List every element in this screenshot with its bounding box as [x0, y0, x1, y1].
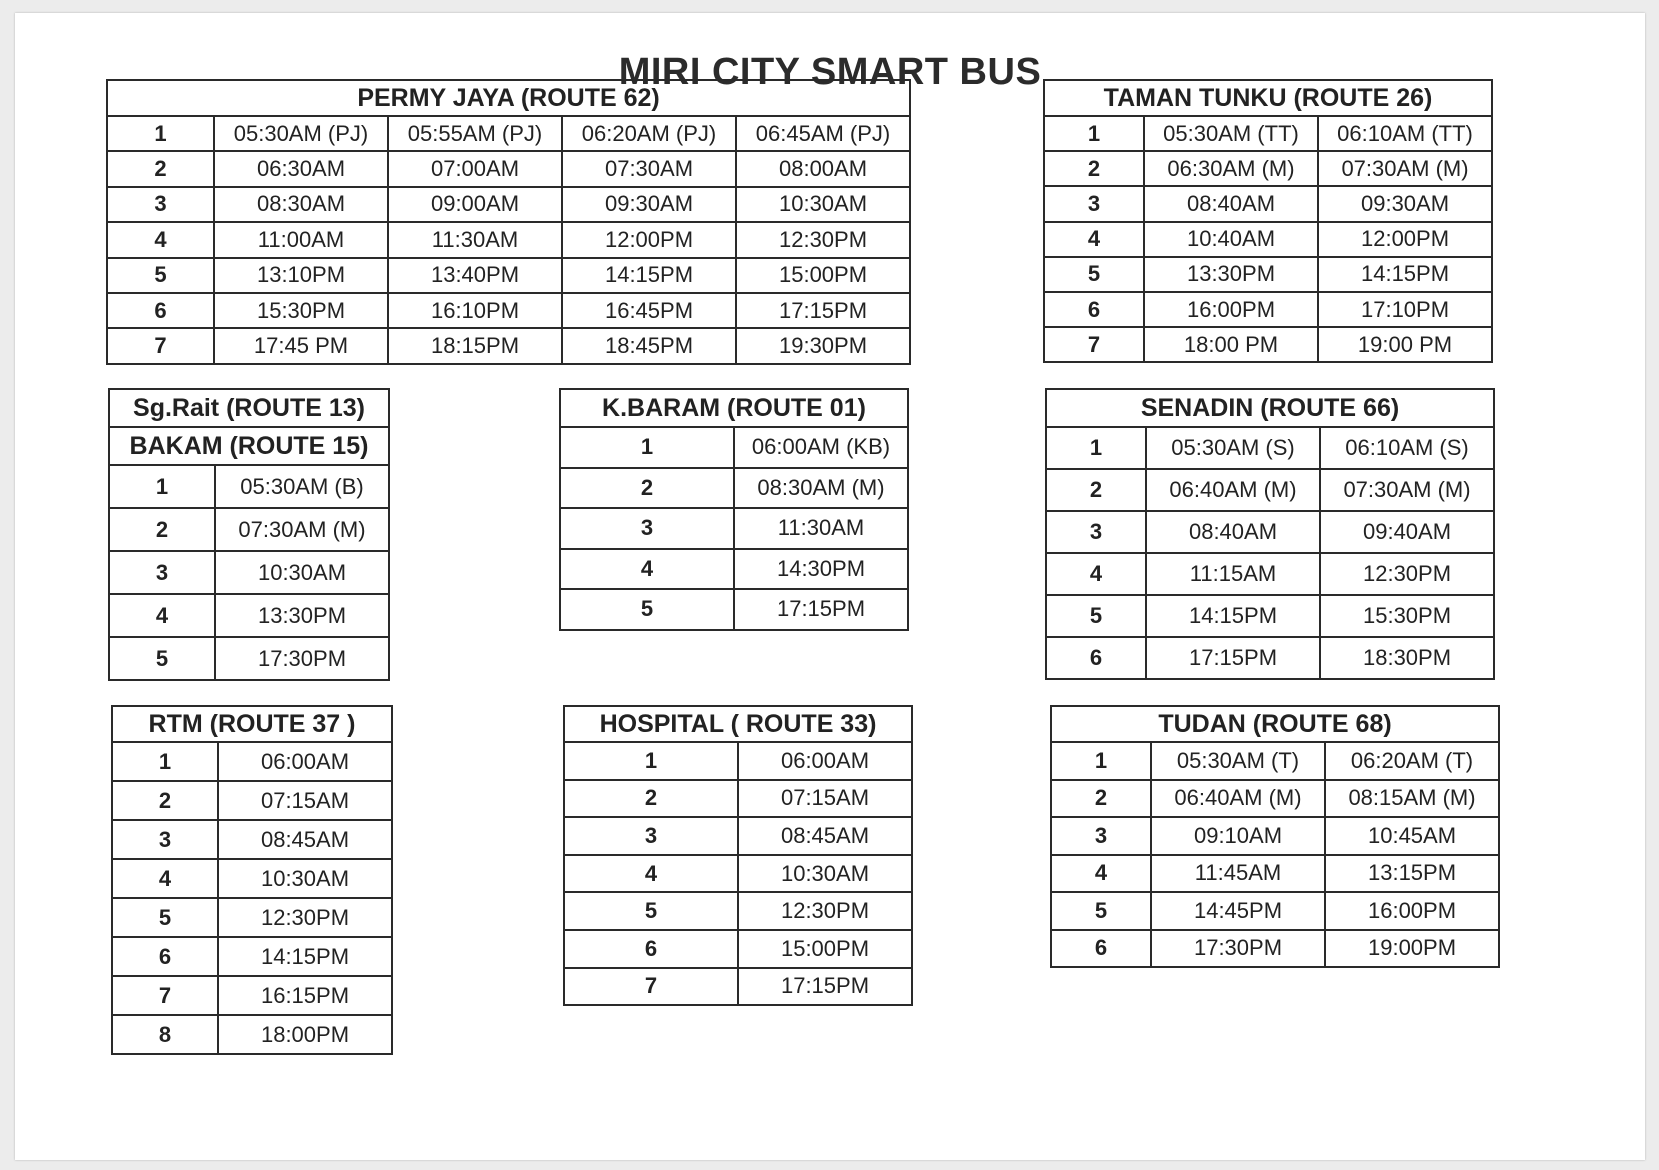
route-table-rtm — [111, 705, 393, 1055]
departure-time: 06:20AM (T) — [1325, 742, 1499, 780]
trip-number: 2 — [112, 781, 218, 820]
departure-time: 14:15PM — [218, 937, 392, 976]
departure-time: 12:00PM — [562, 222, 736, 257]
trip-number: 2 — [1044, 151, 1144, 186]
departure-time: 07:30AM (M) — [1318, 151, 1492, 186]
table-row — [564, 892, 912, 930]
trip-number: 5 — [560, 589, 734, 630]
departure-time: 11:15AM — [1146, 553, 1320, 595]
departure-time: 07:15AM — [738, 780, 912, 818]
departure-time: 08:40AM — [1146, 511, 1320, 553]
trip-number: 2 — [109, 508, 215, 551]
departure-time: 09:00AM — [388, 187, 562, 222]
trip-number: 5 — [1051, 892, 1151, 930]
departure-time: 08:45AM — [218, 820, 392, 859]
trip-number: 6 — [1051, 930, 1151, 968]
departure-time: 07:30AM (M) — [215, 508, 389, 551]
departure-time: 17:30PM — [215, 637, 389, 680]
table-row — [107, 151, 910, 186]
route-table-sg-rait-bakam — [108, 388, 390, 681]
route-title: Sg.Rait (ROUTE 13) — [109, 389, 389, 427]
departure-time: 19:00PM — [1325, 930, 1499, 968]
departure-time: 16:45PM — [562, 293, 736, 328]
departure-time: 05:30AM (T) — [1151, 742, 1325, 780]
table-row — [1046, 469, 1494, 511]
trip-number: 3 — [1046, 511, 1146, 553]
departure-time: 06:40AM (M) — [1146, 469, 1320, 511]
table-row — [1046, 595, 1494, 637]
departure-time: 10:40AM — [1144, 222, 1318, 257]
departure-time: 13:30PM — [215, 594, 389, 637]
departure-time: 08:45AM — [738, 817, 912, 855]
trip-number: 4 — [1051, 855, 1151, 893]
trip-number: 4 — [560, 549, 734, 590]
departure-time: 14:15PM — [562, 258, 736, 293]
departure-time: 12:30PM — [738, 892, 912, 930]
departure-time: 18:15PM — [388, 328, 562, 363]
table-row — [112, 820, 392, 859]
departure-time: 18:00 PM — [1144, 327, 1318, 362]
trip-number: 5 — [112, 898, 218, 937]
departure-time: 06:00AM — [218, 742, 392, 781]
trip-number: 4 — [109, 594, 215, 637]
route-header-row — [1046, 389, 1494, 427]
departure-time: 12:30PM — [1320, 553, 1494, 595]
table-row — [564, 968, 912, 1006]
trip-number: 3 — [107, 187, 214, 222]
trip-number: 1 — [107, 116, 214, 151]
table-row — [1044, 257, 1492, 292]
table-row — [560, 508, 908, 549]
table-row — [109, 551, 389, 594]
trip-number: 7 — [564, 968, 738, 1006]
table-row — [109, 465, 389, 508]
departure-time: 12:00PM — [1318, 222, 1492, 257]
table-row — [107, 258, 910, 293]
departure-time: 10:30AM — [215, 551, 389, 594]
route-title: RTM (ROUTE 37 ) — [112, 706, 392, 742]
table-row — [112, 781, 392, 820]
trip-number: 3 — [112, 820, 218, 859]
trip-number: 4 — [112, 859, 218, 898]
table-row — [109, 594, 389, 637]
departure-time: 09:10AM — [1151, 817, 1325, 855]
trip-number: 7 — [107, 328, 214, 363]
trip-number: 5 — [1044, 257, 1144, 292]
departure-time: 13:30PM — [1144, 257, 1318, 292]
table-row — [560, 549, 908, 590]
departure-time: 07:30AM (M) — [1320, 469, 1494, 511]
table-row — [109, 508, 389, 551]
table-row — [1046, 427, 1494, 469]
route-header-row — [109, 389, 389, 427]
table-row — [1044, 222, 1492, 257]
trip-number: 2 — [560, 468, 734, 509]
table-row — [1051, 855, 1499, 893]
route-table-permy-jaya — [106, 79, 911, 365]
trip-number: 2 — [107, 151, 214, 186]
table-row — [112, 859, 392, 898]
trip-number: 5 — [109, 637, 215, 680]
departure-time: 06:00AM — [738, 742, 912, 780]
departure-time: 10:30AM — [738, 855, 912, 893]
route-title: TUDAN (ROUTE 68) — [1051, 706, 1499, 742]
table-row — [1044, 151, 1492, 186]
route-title: HOSPITAL ( ROUTE 33) — [564, 706, 912, 742]
table-row — [107, 293, 910, 328]
departure-time: 08:00AM — [736, 151, 910, 186]
departure-time: 07:00AM — [388, 151, 562, 186]
trip-number: 2 — [1051, 780, 1151, 818]
trip-number: 1 — [1046, 427, 1146, 469]
departure-time: 05:30AM (PJ) — [214, 116, 388, 151]
table-row — [1046, 637, 1494, 679]
route-header-row — [107, 80, 910, 116]
departure-time: 08:30AM (M) — [734, 468, 908, 509]
departure-time: 18:30PM — [1320, 637, 1494, 679]
departure-time: 05:30AM (TT) — [1144, 116, 1318, 151]
table-row — [112, 898, 392, 937]
departure-time: 06:20AM (PJ) — [562, 116, 736, 151]
table-row — [560, 589, 908, 630]
route-table-tudan — [1050, 705, 1500, 968]
route-title: PERMY JAYA (ROUTE 62) — [107, 80, 910, 116]
table-row — [1044, 186, 1492, 221]
table-row — [107, 187, 910, 222]
trip-number: 4 — [107, 222, 214, 257]
schedule-sheet — [15, 13, 1645, 1160]
departure-time: 15:00PM — [738, 930, 912, 968]
departure-time: 07:30AM — [562, 151, 736, 186]
departure-time: 19:30PM — [736, 328, 910, 363]
departure-time: 12:30PM — [736, 222, 910, 257]
departure-time: 14:15PM — [1318, 257, 1492, 292]
departure-time: 05:30AM (B) — [215, 465, 389, 508]
trip-number: 6 — [564, 930, 738, 968]
trip-number: 4 — [1044, 222, 1144, 257]
route-header-row — [1044, 80, 1492, 116]
departure-time: 06:30AM (M) — [1144, 151, 1318, 186]
route-title: SENADIN (ROUTE 66) — [1046, 389, 1494, 427]
table-row — [1044, 327, 1492, 362]
departure-time: 11:45AM — [1151, 855, 1325, 893]
route-table-hospital — [563, 705, 913, 1006]
trip-number: 5 — [1046, 595, 1146, 637]
trip-number: 2 — [564, 780, 738, 818]
departure-time: 17:15PM — [738, 968, 912, 1006]
departure-time: 16:10PM — [388, 293, 562, 328]
trip-number: 3 — [109, 551, 215, 594]
trip-number: 3 — [1044, 186, 1144, 221]
table-row — [560, 468, 908, 509]
trip-number: 3 — [560, 508, 734, 549]
departure-time: 13:15PM — [1325, 855, 1499, 893]
route-header-row — [112, 706, 392, 742]
table-row — [564, 742, 912, 780]
trip-number: 3 — [564, 817, 738, 855]
table-row — [109, 637, 389, 680]
trip-number: 1 — [109, 465, 215, 508]
departure-time: 11:30AM — [388, 222, 562, 257]
route-title: K.BARAM (ROUTE 01) — [560, 389, 908, 427]
trip-number: 1 — [112, 742, 218, 781]
departure-time: 09:40AM — [1320, 511, 1494, 553]
departure-time: 18:45PM — [562, 328, 736, 363]
table-row — [564, 930, 912, 968]
table-row — [564, 855, 912, 893]
route-header-row — [1051, 706, 1499, 742]
departure-time: 06:10AM (TT) — [1318, 116, 1492, 151]
table-row — [1044, 292, 1492, 327]
trip-number: 1 — [1044, 116, 1144, 151]
route-header-row — [109, 427, 389, 465]
departure-time: 13:10PM — [214, 258, 388, 293]
departure-time: 16:00PM — [1144, 292, 1318, 327]
departure-time: 13:40PM — [388, 258, 562, 293]
departure-time: 10:45AM — [1325, 817, 1499, 855]
departure-time: 16:15PM — [218, 976, 392, 1015]
departure-time: 15:30PM — [214, 293, 388, 328]
departure-time: 09:30AM — [1318, 186, 1492, 221]
table-row — [112, 937, 392, 976]
trip-number: 3 — [1051, 817, 1151, 855]
table-row — [560, 427, 908, 468]
table-row — [1051, 817, 1499, 855]
table-row — [1051, 892, 1499, 930]
trip-number: 7 — [1044, 327, 1144, 362]
departure-time: 12:30PM — [218, 898, 392, 937]
route-header-row — [564, 706, 912, 742]
departure-time: 05:30AM (S) — [1146, 427, 1320, 469]
trip-number: 2 — [1046, 469, 1146, 511]
trip-number: 5 — [564, 892, 738, 930]
page-title: MIRI CITY SMART BUS — [618, 51, 1042, 93]
route-title: TAMAN TUNKU (ROUTE 26) — [1044, 80, 1492, 116]
departure-time: 17:15PM — [734, 589, 908, 630]
trip-number: 6 — [1044, 292, 1144, 327]
departure-time: 17:30PM — [1151, 930, 1325, 968]
departure-time: 17:15PM — [1146, 637, 1320, 679]
departure-time: 06:00AM (KB) — [734, 427, 908, 468]
table-row — [112, 742, 392, 781]
departure-time: 06:40AM (M) — [1151, 780, 1325, 818]
departure-time: 15:30PM — [1320, 595, 1494, 637]
departure-time: 06:10AM (S) — [1320, 427, 1494, 469]
departure-time: 15:00PM — [736, 258, 910, 293]
route-table-k-baram — [559, 388, 909, 631]
trip-number: 6 — [1046, 637, 1146, 679]
table-row — [107, 222, 910, 257]
departure-time: 10:30AM — [218, 859, 392, 898]
table-row — [564, 817, 912, 855]
trip-number: 5 — [107, 258, 214, 293]
departure-time: 16:00PM — [1325, 892, 1499, 930]
departure-time: 08:15AM (M) — [1325, 780, 1499, 818]
trip-number: 1 — [560, 427, 734, 468]
table-row — [1046, 553, 1494, 595]
departure-time: 14:30PM — [734, 549, 908, 590]
trip-number: 4 — [564, 855, 738, 893]
route-header-row — [560, 389, 908, 427]
table-row — [107, 116, 910, 151]
departure-time: 18:00PM — [218, 1015, 392, 1054]
departure-time: 14:15PM — [1146, 595, 1320, 637]
departure-time: 07:15AM — [218, 781, 392, 820]
trip-number: 6 — [112, 937, 218, 976]
route-title: BAKAM (ROUTE 15) — [109, 427, 389, 465]
departure-time: 06:30AM — [214, 151, 388, 186]
table-row — [1051, 780, 1499, 818]
departure-time: 11:30AM — [734, 508, 908, 549]
trip-number: 4 — [1046, 553, 1146, 595]
departure-time: 14:45PM — [1151, 892, 1325, 930]
departure-time: 17:15PM — [736, 293, 910, 328]
trip-number: 7 — [112, 976, 218, 1015]
departure-time: 19:00 PM — [1318, 327, 1492, 362]
table-row — [112, 976, 392, 1015]
table-row — [1044, 116, 1492, 151]
departure-time: 08:40AM — [1144, 186, 1318, 221]
table-row — [107, 328, 910, 363]
departure-time: 11:00AM — [214, 222, 388, 257]
departure-time: 17:10PM — [1318, 292, 1492, 327]
departure-time: 10:30AM — [736, 187, 910, 222]
table-row — [1051, 930, 1499, 968]
trip-number: 1 — [1051, 742, 1151, 780]
departure-time: 06:45AM (PJ) — [736, 116, 910, 151]
departure-time: 17:45 PM — [214, 328, 388, 363]
table-row — [112, 1015, 392, 1054]
trip-number: 8 — [112, 1015, 218, 1054]
route-table-senadin — [1045, 388, 1495, 680]
table-row — [1046, 511, 1494, 553]
departure-time: 08:30AM — [214, 187, 388, 222]
departure-time: 09:30AM — [562, 187, 736, 222]
table-row — [1051, 742, 1499, 780]
departure-time: 05:55AM (PJ) — [388, 116, 562, 151]
trip-number: 6 — [107, 293, 214, 328]
trip-number: 1 — [564, 742, 738, 780]
table-row — [564, 780, 912, 818]
route-table-taman-tunku — [1043, 79, 1493, 363]
